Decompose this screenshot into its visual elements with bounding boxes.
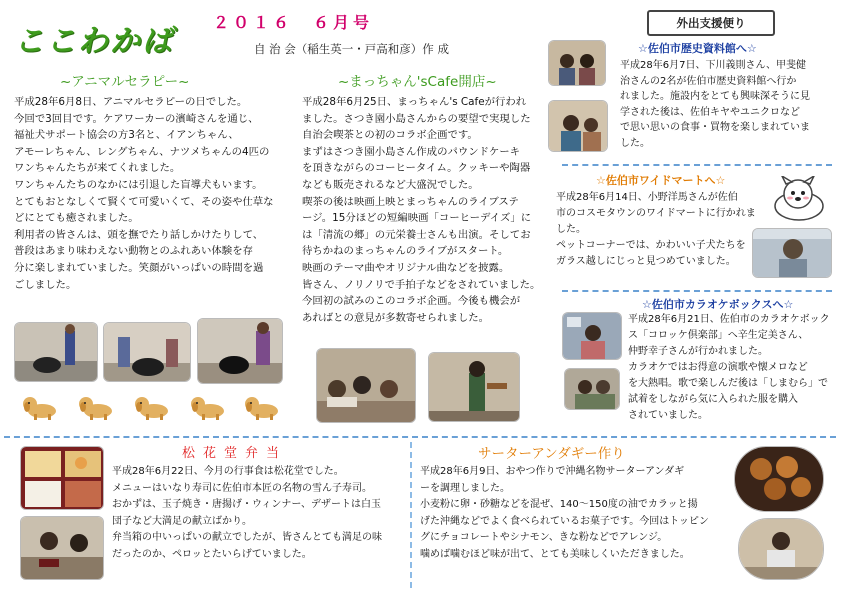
- text-line: なども販売されるなど大盛況でした。: [302, 178, 479, 191]
- text-line: 平成28年6月22日、今月の行事食は松花堂でした。: [112, 466, 344, 477]
- text-line: 治さんの2名が佐伯市歴史資料館へ行か: [620, 75, 797, 87]
- text-line: どにとても癒されました。: [14, 212, 139, 225]
- text-line: 今回で3回目です。ケアワーカーの濱崎さんを通じ、: [14, 112, 259, 125]
- text-line: 平成28年6月9日、おやつ作りで沖縄名物サーターアンダギ: [420, 466, 685, 477]
- text-line: した。: [556, 224, 586, 235]
- text-line: ペットコーナーでは、かわいい子犬たちを: [556, 240, 746, 251]
- widemart-text: [556, 190, 766, 270]
- text-line: で思い思いの食事・買物を楽しまれていま: [620, 122, 810, 133]
- text-line: ました。さつき園小島さんからの要望で実現した: [302, 112, 531, 125]
- photo-dog-visit-3: [197, 318, 283, 384]
- text-line: ガラス越しにじっと見つめていました。: [556, 256, 736, 267]
- photo-museum-visit-1: [548, 40, 606, 86]
- text-line: とてもおとなしくて賢くて可愛いくて、その姿や仕草な: [14, 195, 274, 208]
- text-line: 市のコスモタウンのワイドマートに行かれま: [556, 208, 756, 219]
- museum-text: [620, 58, 835, 151]
- text-line: 仲野幸子さんが行かれました。: [628, 346, 768, 357]
- museum-heading: ☆佐伯市歴史資料館へ☆: [638, 42, 757, 55]
- text-line: ワンちゃんたちのなかには引退した盲導犬もいます。: [14, 178, 263, 191]
- text-line: した。: [620, 137, 650, 149]
- text-line: まずはさつき園小島さん作成のパウンドケーキ: [302, 145, 520, 158]
- widemart-heading: ☆佐伯市ワイドマートへ☆: [596, 174, 726, 187]
- dog-illustration-icon: [190, 394, 228, 420]
- text-line: 平成28年6月7日、下川義則さん、甲斐健: [620, 60, 807, 71]
- text-line: げた沖縄などでよく食べられているお菓子です。今回はトッピン: [420, 515, 709, 527]
- text-line: 噛めば噛むほど味が出て、とても美味しくいただきました。: [420, 548, 690, 560]
- text-line: ーを調理しました。: [420, 482, 510, 494]
- text-line: 喫茶の後は映画上映とまっちゃんのライブステ: [302, 195, 519, 208]
- photo-andagi-donuts: [734, 446, 824, 512]
- text-line: ージ。15分ほどの短編映画「コーヒーデイズ」に: [302, 212, 532, 225]
- text-line: グにチョコレートやシナモン、きな粉などでアレンジ。: [420, 532, 668, 543]
- divider-line: [562, 290, 832, 292]
- photo-karaoke-2: [564, 368, 620, 410]
- text-line: 学された後は、佐伯キヤやユニクロなど: [620, 106, 800, 118]
- animal-therapy-text: [14, 94, 304, 293]
- text-line: カラオケではお得意の演歌や懐メロなど: [628, 362, 808, 373]
- photo-widemart-visit: [752, 228, 832, 278]
- photo-dog-visit-1: [14, 322, 98, 382]
- shokado-heading: 松花堂弁当: [182, 446, 288, 461]
- text-line: 平成28年6月25日、まっちゃん's Cafeが行われ: [302, 96, 527, 108]
- dog-illustration-icon: [22, 394, 60, 420]
- animal-therapy-heading: ~アニマルセラピー~: [60, 74, 190, 90]
- section-divider: [4, 436, 836, 438]
- karaoke-heading: ☆佐伯市カラオケボックスへ☆: [642, 298, 794, 311]
- photo-karaoke-1: [562, 312, 622, 360]
- text-line: ごしました。: [14, 278, 77, 291]
- text-line: あればとの意見が多数寄せられました。: [302, 311, 490, 324]
- text-line: だったのか、ペロッとたいらげていました。: [112, 548, 312, 560]
- text-line: ワンちゃんたちが来てくれました。: [14, 162, 181, 175]
- text-line: 試着をしながら気に入られた服を購入: [628, 394, 798, 405]
- text-line: 小麦粉に卵・砂糖などを混ぜ、140～150度の油でカラッと揚: [420, 499, 698, 510]
- text-line: 映画のテーマ曲やオリジナル曲などを披露。: [302, 261, 510, 274]
- cafe-heading: ~まっちゃん'sCafe開店~: [338, 74, 497, 90]
- text-line: 分に楽しまれていました。笑顔がいっぱいの時間を過: [14, 261, 264, 274]
- text-line: おかずは、玉子焼き・唐揚げ・ウィンナー、デザートは白玉: [112, 499, 381, 510]
- text-line: 自治会喫茶との初のコラボ企画です。: [302, 129, 478, 142]
- text-line: メニューはいなり寿司に佐伯市本匠の名物の雪ん子寿司。: [112, 482, 372, 494]
- text-line: は「清流の郷」の元栄養士さんも出演。そしてお: [302, 228, 531, 241]
- dog-illustration-icon: [134, 394, 172, 420]
- text-line: アモーレちゃん、レングちゃん、ナツメちゃんの4匹の: [14, 145, 270, 158]
- photo-dog-visit-2: [103, 322, 191, 382]
- photo-bento-box: [20, 446, 104, 510]
- divider-line: [562, 164, 832, 166]
- text-line: されていました。: [628, 410, 708, 421]
- text-line: 団子など大満足の献立ばかり。: [112, 515, 252, 527]
- text-line: 待ちかねのまっちゃんのライブがスタート。: [302, 245, 509, 258]
- andagi-text: [420, 464, 720, 563]
- dog-illustration-icon: [244, 394, 282, 420]
- text-line: 平成28年6月8日、アニマルセラピーの日でした。: [14, 96, 248, 108]
- newsletter-logo: ここわかば: [14, 24, 174, 59]
- cartoon-dog-icon: [768, 176, 830, 222]
- text-line: を大熱唱。歌で楽しんだ後は「しまむら」で: [628, 378, 828, 389]
- text-line: 平成28年6月21日、佐伯市のカラオケボック: [628, 314, 830, 325]
- outing-support-label: 外出支援便り: [647, 10, 775, 36]
- text-line: 利用者の皆さんは、頭を撫でたり話しかけたりして、: [14, 228, 264, 241]
- text-line: 福祉犬サポート協会の方3名と、イアンちゃん、: [14, 129, 239, 142]
- text-line: 皆さん、ノリノリで手拍子などをされていました。: [302, 278, 541, 291]
- column-divider: [410, 442, 412, 588]
- photo-andagi-cooking: [738, 518, 824, 580]
- text-line: 普段はあまり味わえない動物とのふれあい体験を存: [14, 245, 253, 258]
- shokado-text: [112, 464, 407, 563]
- text-line: ス「コロッケ倶楽部」へ辛生定美さん、: [628, 330, 809, 341]
- photo-cafe-live-stage: [428, 352, 520, 422]
- photo-bento-dining: [20, 516, 104, 580]
- issue-title: ２０１６ ６月号: [213, 13, 374, 32]
- cafe-text: [302, 94, 557, 326]
- text-line: 弁当箱の中いっぱいの献立でしたが、皆さんとても満足の味: [112, 532, 382, 543]
- dog-illustration-icon: [78, 394, 116, 420]
- text-line: れました。施設内をとても興味深そうに見: [620, 91, 810, 102]
- photo-museum-visit-2: [548, 100, 608, 152]
- karaoke-text: [628, 312, 834, 424]
- text-line: 平成28年6月14日、小野洋馬さんが佐伯: [556, 192, 738, 203]
- andagi-heading: サーターアンダギー作り: [478, 446, 625, 462]
- publisher-line: 自 治 会（稲生英一・戸高和彦）作 成: [254, 42, 449, 56]
- text-line: を頂きながらのコーヒータイム。クッキーや陶器: [302, 162, 531, 175]
- photo-cafe-crowd: [316, 348, 416, 423]
- text-line: 今回初の試みのこのコラボ企画。今後も機会が: [302, 295, 521, 308]
